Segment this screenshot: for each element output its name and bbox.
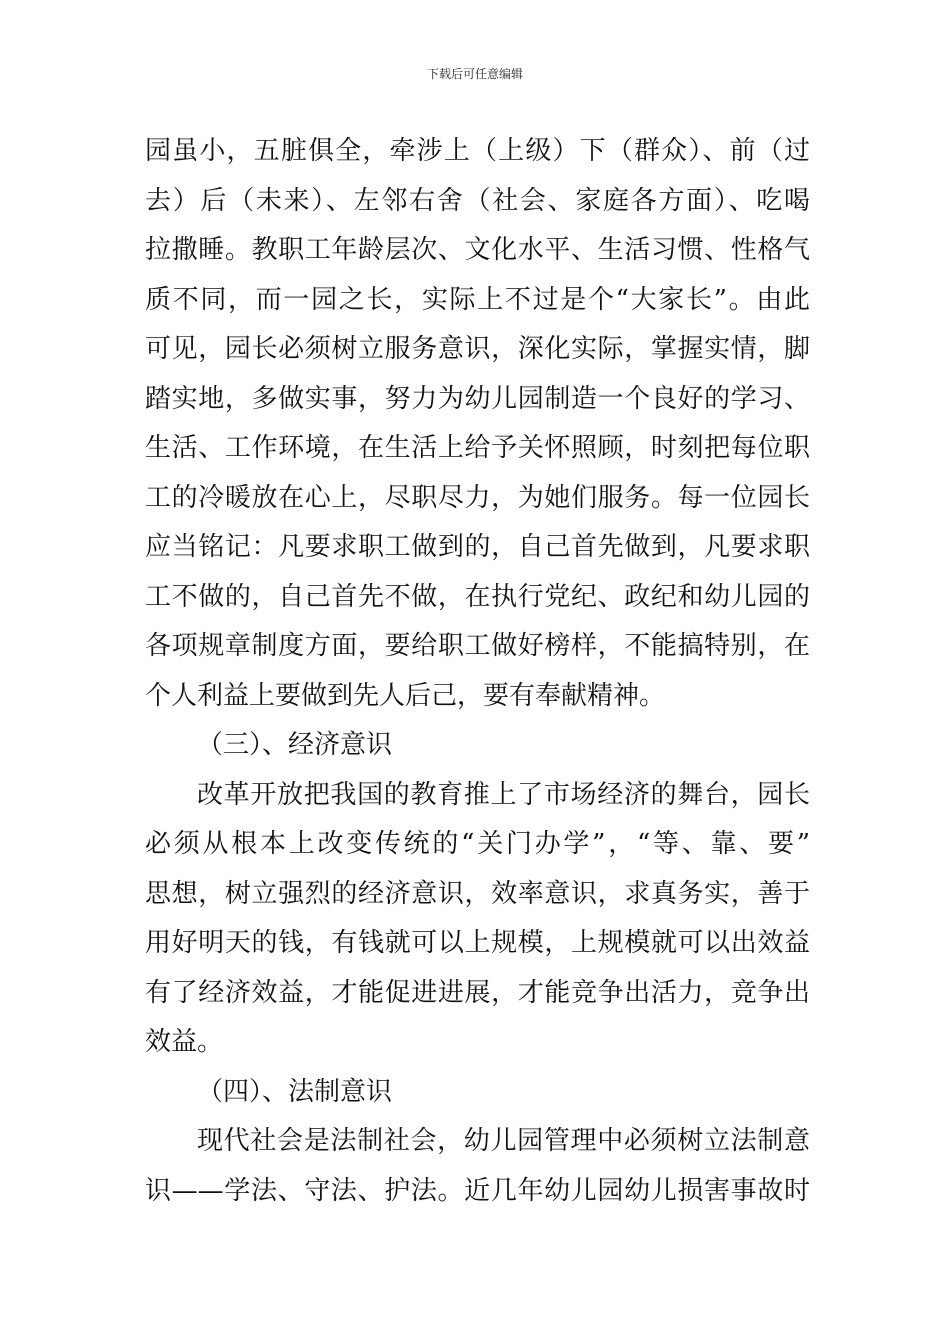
text-line: 识——学法、守法、护法。近几年幼儿园幼儿损害事故时: [145, 1175, 810, 1206]
text-line: 生活、工作环境，在生活上给予关怀照顾，时刻把每位职: [145, 433, 810, 463]
document-body: [145, 127, 810, 1216]
text-line: 质不同，而一园之长，实际上不过是个“大家长”。由此: [145, 284, 810, 315]
section-heading: （四）、法制意识: [197, 1076, 393, 1107]
text-line: 工不做的，自己首先不做，在执行党纪、政纪和幼儿园的: [145, 581, 810, 612]
text-line: 效益。: [145, 1027, 224, 1057]
text-line: 现代社会是法制社会，幼儿园管理中必须树立法制意: [197, 1126, 810, 1156]
text-line: 园虽小，五脏俱全，牵涉上（上级）下（群众）、前（过: [145, 136, 810, 166]
page-header: 下载后可任意编辑: [426, 67, 523, 81]
text-line: 必须从根本上改变传统的“关门办学”，“等、靠、要”: [145, 829, 810, 859]
paragraph: [145, 127, 810, 721]
text-line: 去）后（未来）、左邻右舍（社会、家庭各方面）、吃喝: [145, 185, 810, 216]
text-line: 可见，园长必须树立服务意识，深化实际，掌握实情，脚: [145, 334, 810, 364]
text-line: 思想，树立强烈的经济意识，效率意识，求真务实，善于: [145, 878, 810, 909]
text-line: 各项规章制度方面，要给职工做好榜样，不能搞特别，在: [145, 631, 810, 661]
text-line: 个人利益上要做到先人后己，要有奉献精神。: [145, 680, 666, 711]
section-heading: （三）、经济意识: [197, 730, 393, 760]
paragraph: [145, 771, 810, 1068]
text-line: 拉撒睡。教职工年龄层次、文化水平、生活习惯、性格气: [145, 235, 810, 265]
text-line: 有了经济效益，才能促进进展，才能竞争出活力，竞争出: [145, 977, 810, 1008]
text-line: 用好明天的钱，有钱就可以上规模，上规模就可以出效益: [145, 928, 810, 958]
text-line: 应当铭记：凡要求职工做到的，自己首先做到，凡要求职: [145, 532, 810, 562]
text-line: 踏实地，多做实事，努力为幼儿园制造一个良好的学习、: [145, 383, 810, 414]
text-line: 工的冷暖放在心上，尽职尽力，为她们服务。每一位园长: [145, 482, 810, 513]
paragraph: [145, 1117, 810, 1216]
text-line: 改革开放把我国的教育推上了市场经济的舞台，园长: [197, 779, 810, 810]
